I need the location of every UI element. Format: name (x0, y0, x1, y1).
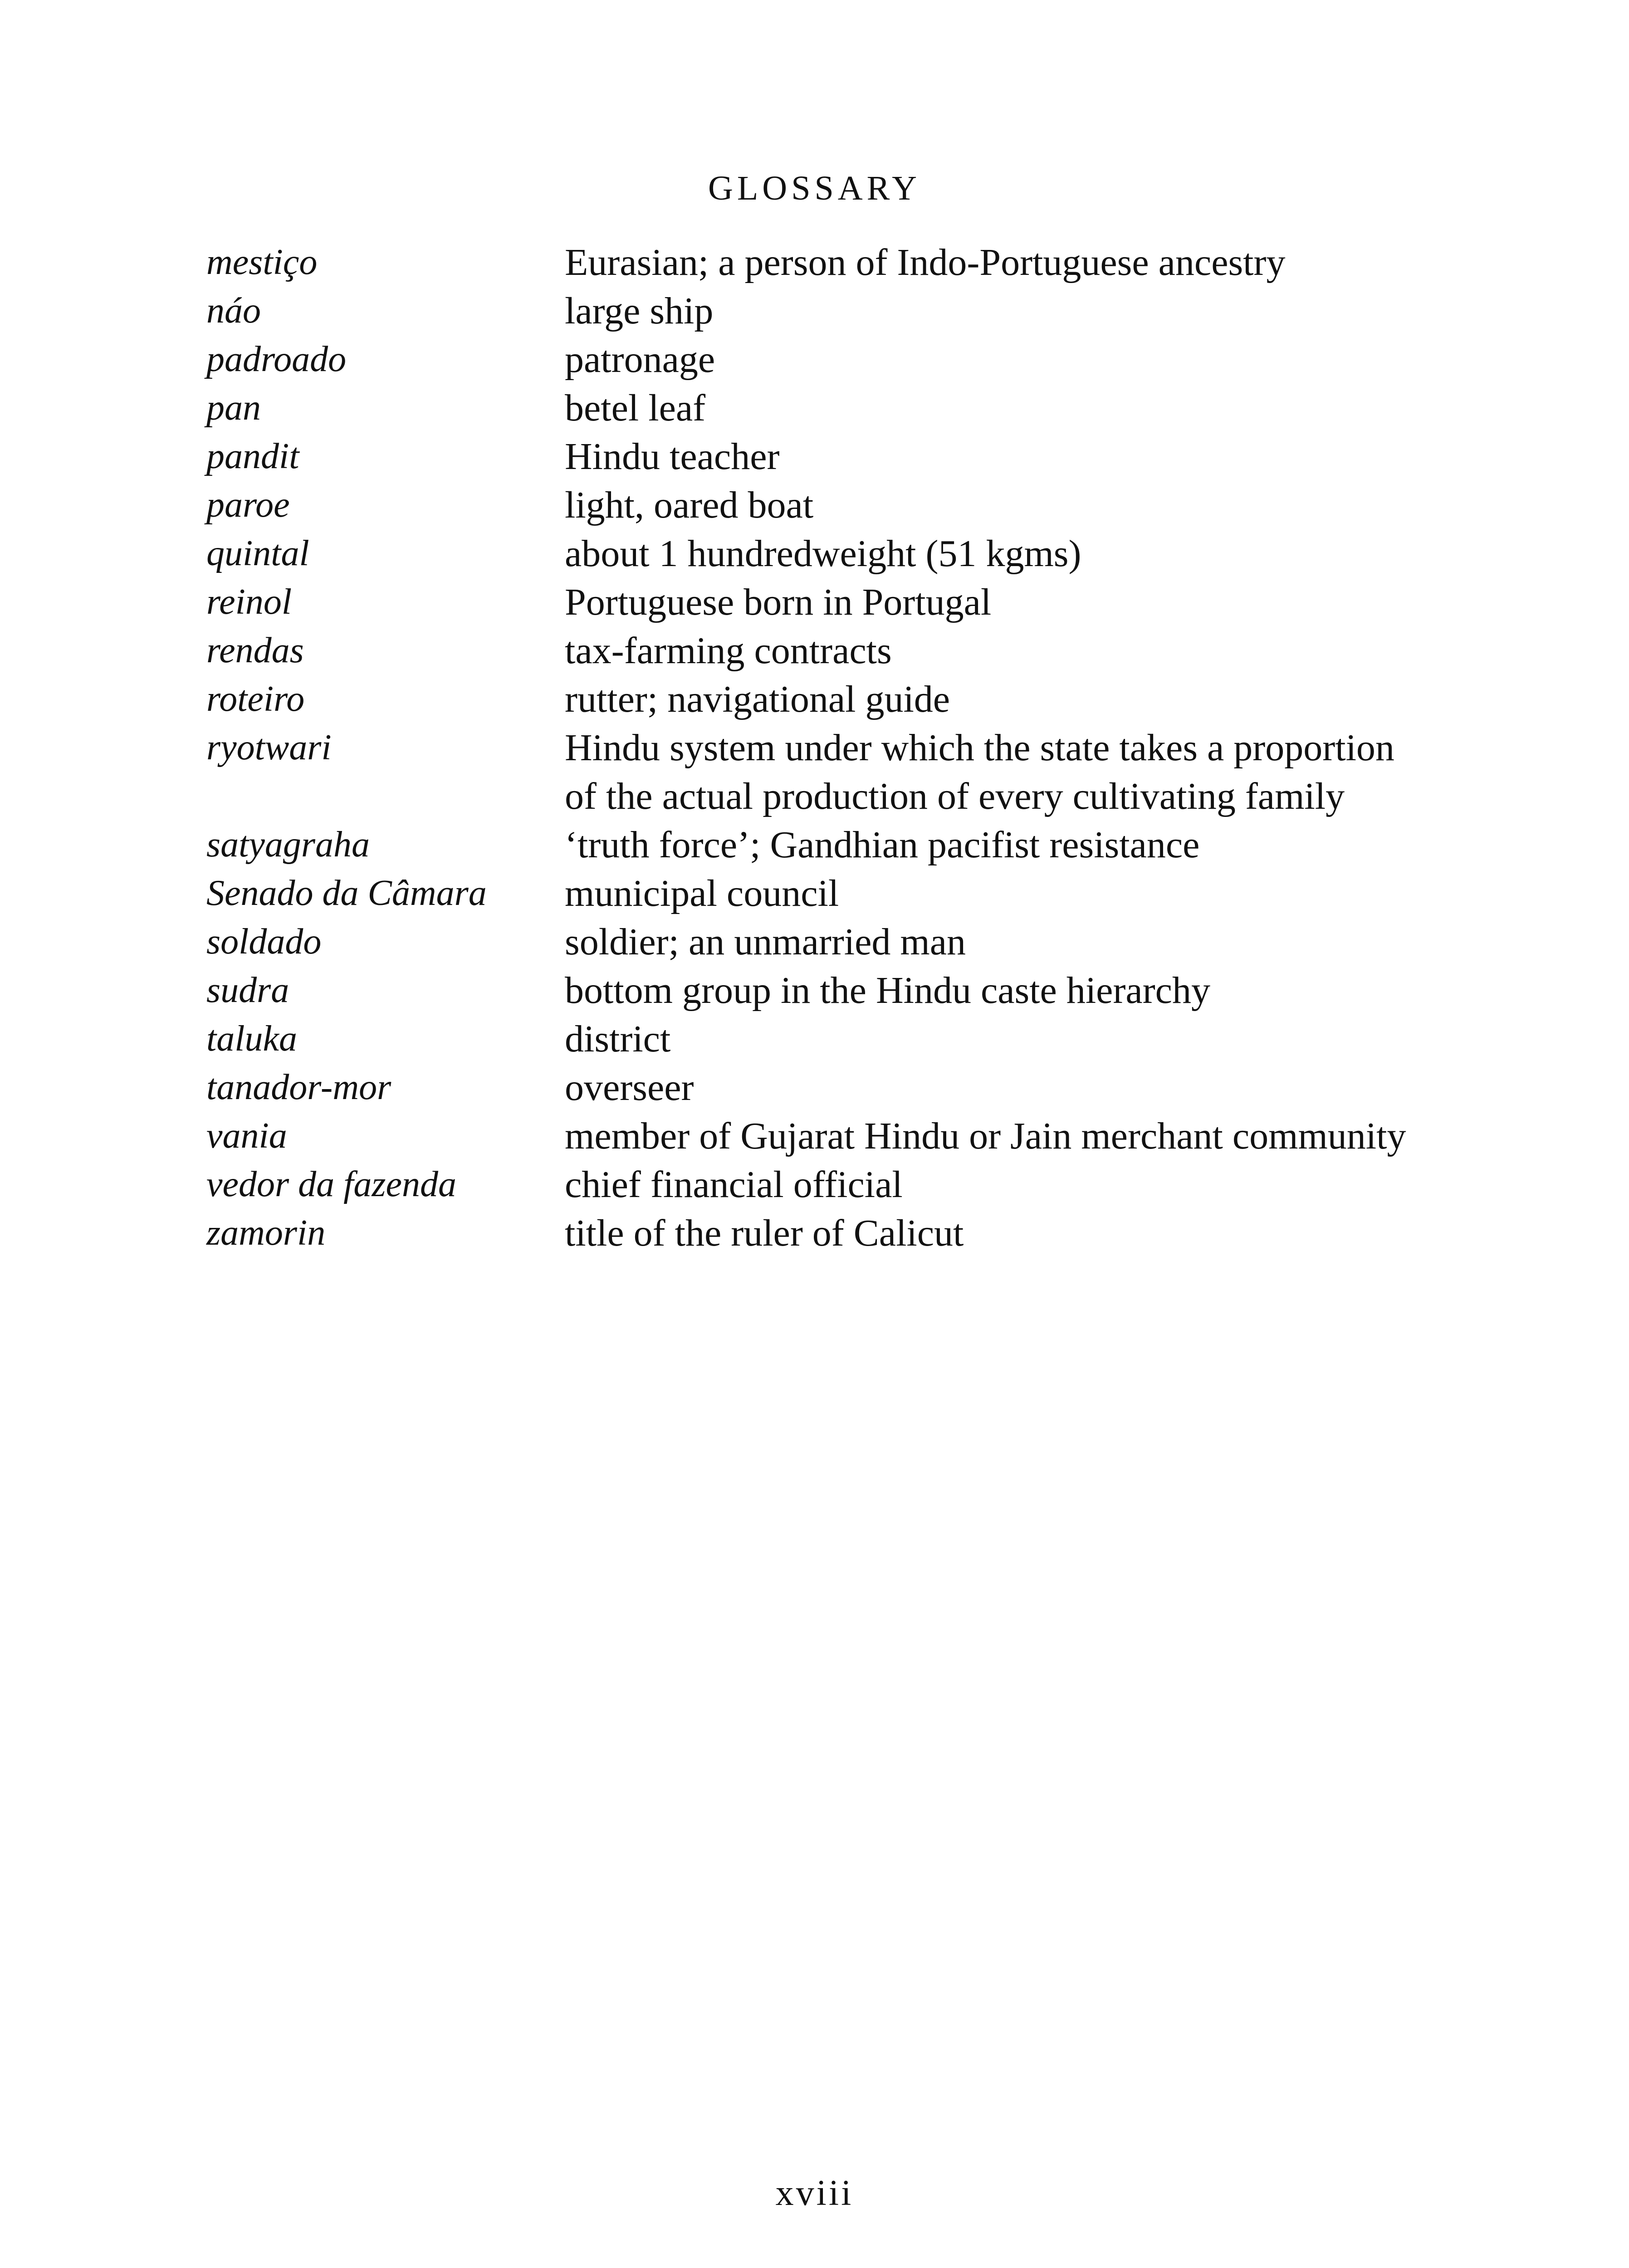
glossary-term: Senado da Câmara (206, 873, 487, 913)
glossary-definition: title of the ruler of Calicut (565, 1212, 964, 1254)
running-head: GLOSSARY (708, 169, 921, 207)
glossary-entry (206, 626, 1431, 675)
glossary-definition: overseer (565, 1066, 694, 1109)
glossary-definition: betel leaf (565, 387, 706, 429)
glossary-term: zamorin (206, 1213, 326, 1253)
glossary-entry (206, 1112, 1431, 1160)
glossary-term: pandit (206, 436, 299, 476)
glossary-entry (206, 966, 1431, 1015)
page-number: xviii (775, 2173, 854, 2213)
glossary-term: ryotwari (206, 728, 332, 767)
glossary-entry (206, 1015, 1431, 1063)
glossary-entry (206, 432, 1431, 481)
glossary-entry (206, 675, 1431, 723)
glossary-term: soldado (206, 922, 322, 962)
glossary-entry (206, 335, 1431, 384)
glossary-definition: Hindu system under which the state takes a proportion of the actual production of every cultivating family (565, 727, 1394, 817)
glossary-entry (206, 821, 1431, 869)
glossary-definition: Eurasian; a person of Indo-Portuguese ancestry (565, 241, 1286, 284)
glossary-definition: Portuguese born in Portugal (565, 581, 992, 623)
glossary-entry (206, 1160, 1431, 1209)
glossary-definition: member of Gujarat Hindu or Jain merchant community (565, 1115, 1406, 1157)
glossary-entry (206, 1209, 1431, 1257)
glossary-entry (206, 918, 1431, 966)
glossary-definition: ‘truth force’; Gandhian pacifist resistance (565, 824, 1200, 866)
glossary-term: pan (206, 388, 261, 428)
glossary-term: tanador-mor (206, 1067, 391, 1107)
glossary-entry (206, 481, 1431, 529)
glossary-entry (206, 238, 1431, 287)
glossary-definition: about 1 hundredweight (51 kgms) (565, 533, 1081, 575)
glossary-definition: light, oared boat (565, 484, 814, 526)
glossary-definition: soldier; an unmarried man (565, 921, 966, 963)
glossary-entry (206, 723, 1431, 821)
glossary-term: vedor da fazenda (206, 1164, 457, 1204)
glossary-entry (206, 384, 1431, 432)
glossary-term: reinol (206, 582, 292, 622)
glossary-term: sudra (206, 970, 289, 1010)
glossary-term: roteiro (206, 679, 305, 719)
glossary-definition: district (565, 1018, 671, 1060)
glossary-definition: rutter; navigational guide (565, 678, 950, 720)
glossary-entry (206, 1063, 1431, 1112)
glossary-entry (206, 287, 1431, 335)
glossary-term: vania (206, 1116, 287, 1156)
glossary-definition: municipal council (565, 872, 839, 914)
glossary-definition: patronage (565, 338, 715, 381)
glossary-term: mestiço (206, 242, 318, 282)
glossary-term: paroe (206, 485, 290, 525)
glossary-list (206, 238, 1431, 1257)
glossary-definition: Hindu teacher (565, 435, 780, 478)
glossary-entry (206, 578, 1431, 626)
glossary-term: quintal (206, 533, 309, 573)
glossary-definition: bottom group in the Hindu caste hierarchy (565, 969, 1210, 1012)
glossary-term: taluka (206, 1019, 297, 1059)
glossary-definition: tax-farming contracts (565, 630, 892, 672)
glossary-entry (206, 529, 1431, 578)
glossary-term: padroado (206, 339, 347, 379)
glossary-definition: large ship (565, 290, 714, 332)
glossary-term: rendas (206, 631, 304, 670)
glossary-term: náo (206, 291, 261, 331)
glossary-entry (206, 869, 1431, 918)
glossary-definition: chief financial official (565, 1163, 903, 1206)
glossary-term: satyagraha (206, 825, 370, 865)
